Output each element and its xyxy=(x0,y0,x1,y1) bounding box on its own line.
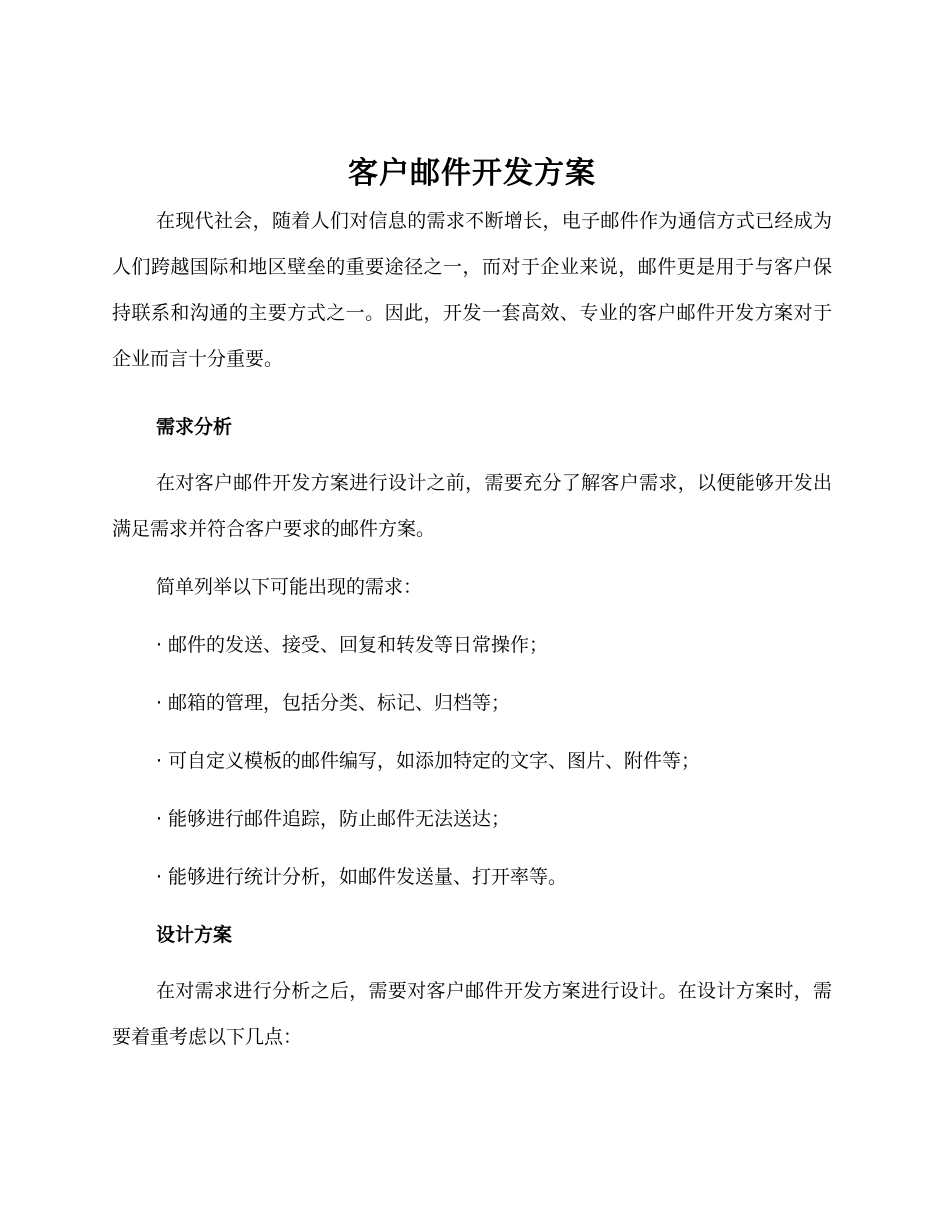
list-item-text: 邮件的发送、接受、回复和转发等日常操作； xyxy=(168,634,549,656)
list-item-text: 能够进行邮件追踪，防止邮件无法送达； xyxy=(168,808,511,830)
bullet-icon: · xyxy=(156,692,163,714)
bullet-icon: · xyxy=(156,808,163,830)
list-item xyxy=(112,738,832,784)
list-intro: 简单列举以下可能出现的需求： xyxy=(156,576,423,598)
list-item-text: 能够进行统计分析，如邮件发送量、打开率等。 xyxy=(168,866,568,888)
bullet-icon: · xyxy=(156,750,163,772)
list-item-text: 邮箱的管理，包括分类、标记、归档等； xyxy=(168,692,511,714)
list-item xyxy=(112,796,832,842)
bullet-icon: · xyxy=(156,634,163,656)
section-heading-requirements: 需求分析 xyxy=(156,416,233,438)
section-heading-design: 设计方案 xyxy=(156,924,233,946)
spacer xyxy=(112,382,832,394)
requirements-paragraph: 在对客户邮件开发方案进行设计之前，需要充分了解客户需求，以便能够开发出满足需求并符合客户要求的邮件方案。 xyxy=(112,472,832,540)
document-page xyxy=(112,150,832,1060)
list-item-text: 可自定义模板的邮件编写，如添加特定的文字、图片、附件等； xyxy=(168,750,701,772)
document-title: 客户邮件开发方案 xyxy=(348,156,596,191)
list-item xyxy=(112,680,832,726)
spacer xyxy=(112,552,832,564)
bullet-icon: · xyxy=(156,866,163,888)
intro-paragraph: 在现代社会，随着人们对信息的需求不断增长，电子邮件作为通信方式已经成为人们跨越国际和地区壁垒的重要途径之一，而对于企业来说，邮件更是用于与客户保持联系和沟通的主要方式之一。因此，开发一套高效、专业的客户邮件开发方案对于企业而言十分重要。 xyxy=(112,210,832,370)
list-item xyxy=(112,854,832,900)
list-item xyxy=(112,622,832,668)
requirements-list xyxy=(112,622,832,900)
design-paragraph: 在对需求进行分析之后，需要对客户邮件开发方案进行设计。在设计方案时，需要着重考虑以下几点： xyxy=(112,980,832,1048)
